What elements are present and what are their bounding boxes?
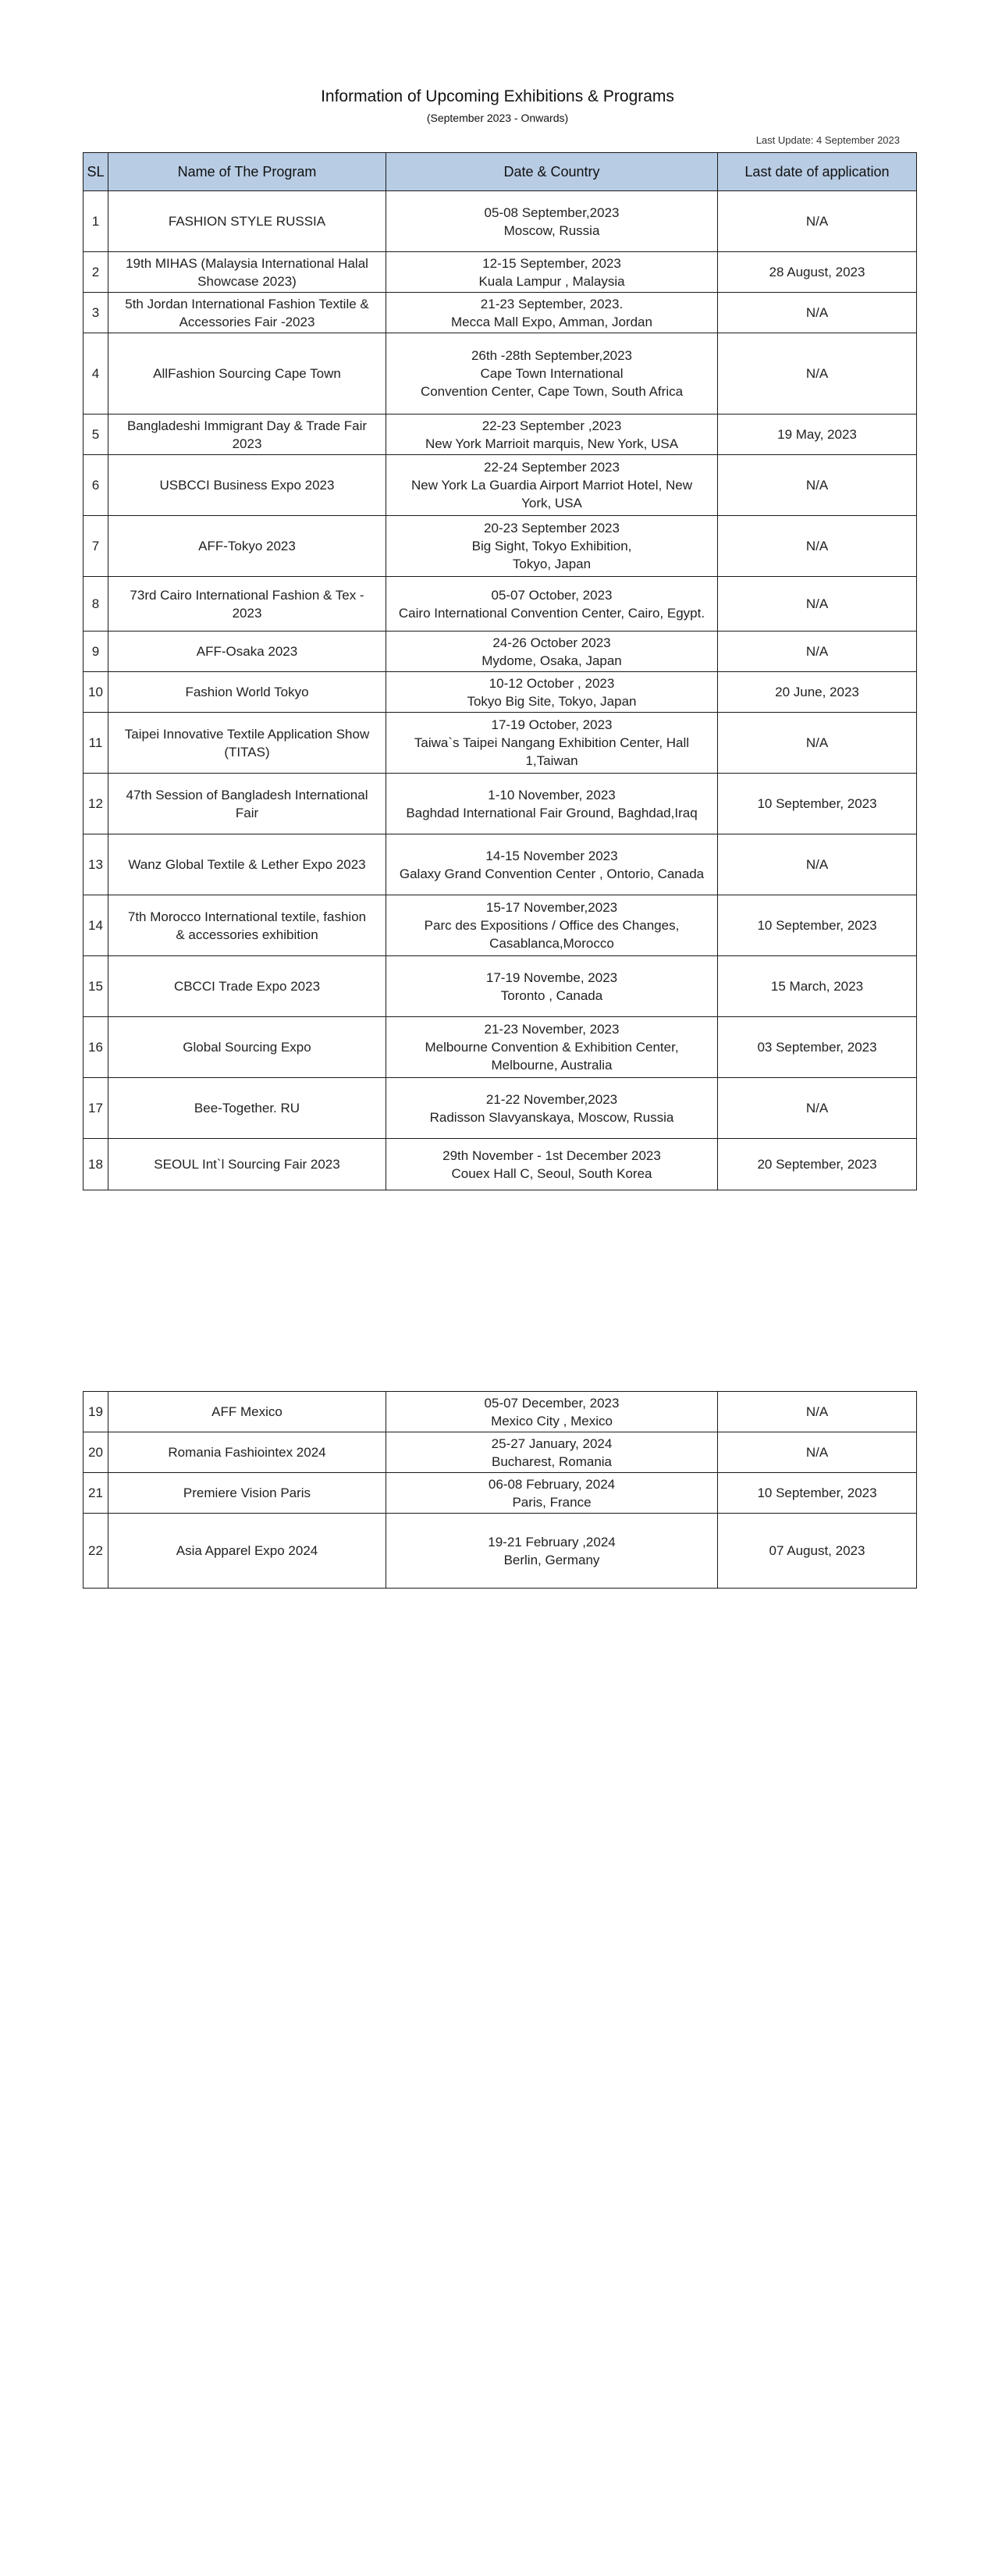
row-program-name (108, 672, 386, 713)
table-row (84, 333, 917, 415)
date-country-line: Couex Hall C, Seoul, South Korea (451, 1165, 652, 1181)
row-date-country (386, 1078, 718, 1139)
program-name-line: AFF-Tokyo 2023 (198, 539, 296, 553)
date-country-line: Cairo International Convention Center, Cairo, Egypt. (398, 605, 705, 621)
program-name-line: 2023 (232, 605, 262, 621)
row-sl: 7 (84, 516, 108, 577)
date-country-line: 21-23 November, 2023 (484, 1022, 620, 1037)
table-row (84, 895, 917, 956)
row-sl: 13 (84, 834, 108, 895)
date-country-line: Galaxy Grand Convention Center , Ontorio, Canada (399, 866, 705, 881)
row-last-date: N/A (718, 293, 917, 333)
row-last-date: N/A (718, 632, 917, 672)
date-country-line: Berlin, Germany (503, 1552, 600, 1567)
row-sl: 16 (84, 1017, 108, 1078)
date-country-line: Mexico City , Mexico (491, 1413, 613, 1429)
date-country-line: Convention Center, Cape Town, South Africa (420, 384, 684, 399)
row-last-date: N/A (718, 1078, 917, 1139)
row-sl: 19 (84, 1392, 108, 1432)
program-name-line: FASHION STYLE RUSSIA (168, 214, 326, 229)
program-name-line: CBCCI Trade Expo 2023 (173, 979, 321, 994)
row-last-date: 20 June, 2023 (718, 672, 917, 713)
table-row (84, 415, 917, 455)
date-country-line: Baghdad International Fair Ground, Baghdad,Iraq (406, 805, 698, 820)
date-country-line: 22-23 September ,2023 (482, 418, 622, 433)
row-program-name (108, 293, 386, 333)
date-country-line: York, USA (521, 496, 582, 511)
row-program-name (108, 1473, 386, 1514)
row-program-name (108, 191, 386, 252)
row-sl: 14 (84, 895, 108, 956)
row-sl: 2 (84, 252, 108, 293)
date-country-line: Moscow, Russia (503, 222, 600, 238)
row-sl: 15 (84, 956, 108, 1017)
table-row (84, 672, 917, 713)
row-sl: 18 (84, 1139, 108, 1190)
row-program-name (108, 455, 386, 516)
date-country-line: Melbourne Convention & Exhibition Center, (425, 1040, 679, 1055)
row-date-country (386, 1392, 718, 1432)
date-country-line: 05-07 December, 2023 (484, 1395, 620, 1411)
page-subtitle: (September 2023 - Onwards) (426, 112, 569, 124)
date-country-line: Paris, France (512, 1494, 592, 1510)
row-program-name (108, 333, 386, 415)
program-name-line: SEOUL Int`l Sourcing Fair 2023 (154, 1157, 340, 1172)
table-row (84, 632, 917, 672)
row-sl: 12 (84, 774, 108, 834)
row-date-country (386, 1139, 718, 1190)
row-last-date: 10 September, 2023 (718, 895, 917, 956)
date-country-line: 25-27 January, 2024 (491, 1436, 613, 1451)
program-name-line: 19th MIHAS (Malaysia International Halal (126, 255, 368, 271)
row-date-country (386, 713, 718, 774)
row-last-date: N/A (718, 455, 917, 516)
exhibitions-table-continued (83, 1391, 917, 1589)
program-name-line: Bangladeshi Immigrant Day & Trade Fair (126, 418, 368, 433)
table-row (84, 956, 917, 1017)
date-country-line: Taiwa`s Taipei Nangang Exhibition Center, Hall (414, 735, 690, 750)
table-row (84, 713, 917, 774)
program-name-line: (TITAS) (224, 744, 270, 760)
header-name: Name of The Program (108, 153, 386, 191)
last-update-note: Last Update: 4 September 2023 (755, 134, 900, 146)
date-country-line: 10-12 October , 2023 (489, 675, 615, 691)
date-country-line: Mecca Mall Expo, Amman, Jordan (451, 314, 652, 329)
row-date-country (386, 1432, 718, 1473)
table-body-continued (84, 1392, 917, 1589)
row-sl: 4 (84, 333, 108, 415)
row-date-country (386, 1473, 718, 1514)
date-country-line: 17-19 October, 2023 (491, 717, 613, 732)
date-country-line: Radisson Slavyanskaya, Moscow, Russia (429, 1109, 674, 1125)
row-date-country (386, 956, 718, 1017)
row-sl: 10 (84, 672, 108, 713)
table-row (84, 774, 917, 834)
row-last-date: 03 September, 2023 (718, 1017, 917, 1078)
program-name-line: 7th Morocco International textile, fashion (127, 909, 367, 924)
program-name-line: Wanz Global Textile & Lether Expo 2023 (128, 857, 366, 872)
row-program-name (108, 1017, 386, 1078)
program-name-line: Premiere Vision Paris (183, 1485, 311, 1500)
table-body (84, 191, 917, 1190)
row-program-name (108, 1514, 386, 1589)
row-program-name (108, 415, 386, 455)
program-name-line: & accessories exhibition (176, 927, 318, 942)
row-last-date: N/A (718, 516, 917, 577)
program-name-line: Fair (235, 805, 259, 820)
row-sl: 3 (84, 293, 108, 333)
program-name-line: Global Sourcing Expo (183, 1040, 311, 1055)
date-country-line: 06-08 February, 2024 (488, 1476, 616, 1492)
row-date-country (386, 672, 718, 713)
row-date-country (386, 252, 718, 293)
date-country-line: 05-08 September,2023 (484, 205, 620, 220)
row-program-name (108, 1078, 386, 1139)
date-country-line: 24-26 October 2023 (492, 635, 611, 650)
date-country-line: 1,Taiwan (525, 753, 578, 768)
row-program-name (108, 713, 386, 774)
program-name-line: AFF-Osaka 2023 (196, 644, 298, 659)
table-row (84, 1017, 917, 1078)
row-sl: 21 (84, 1473, 108, 1514)
row-program-name (108, 1392, 386, 1432)
row-date-country (386, 516, 718, 577)
row-last-date: 20 September, 2023 (718, 1139, 917, 1190)
row-date-country (386, 455, 718, 516)
program-name-line: Accessories Fair -2023 (179, 314, 315, 329)
date-country-line: Toronto , Canada (500, 987, 603, 1003)
program-name-line: 47th Session of Bangladesh International (126, 787, 368, 802)
row-program-name (108, 577, 386, 632)
date-country-line: Big Sight, Tokyo Exhibition, (471, 539, 632, 553)
date-country-line: New York La Guardia Airport Marriot Hotel, New (411, 478, 692, 493)
table-row (84, 1473, 917, 1514)
table-row (84, 455, 917, 516)
row-sl: 1 (84, 191, 108, 252)
row-sl: 6 (84, 455, 108, 516)
program-name-line: 5th Jordan International Fashion Textile & (125, 296, 369, 311)
program-name-line: Asia Apparel Expo 2024 (176, 1543, 318, 1558)
date-country-line: Mydome, Osaka, Japan (482, 653, 622, 668)
row-date-country (386, 632, 718, 672)
row-last-date: 28 August, 2023 (718, 252, 917, 293)
table-row (84, 252, 917, 293)
table-row (84, 516, 917, 577)
row-date-country (386, 1514, 718, 1589)
row-program-name (108, 632, 386, 672)
program-name-line: AFF Mexico (211, 1404, 283, 1419)
date-country-line: New York Marrioit marquis, New York, USA (425, 436, 679, 451)
date-country-line: 21-22 November,2023 (485, 1091, 618, 1107)
row-sl: 5 (84, 415, 108, 455)
row-last-date: 07 August, 2023 (718, 1514, 917, 1589)
program-name-line: Fashion World Tokyo (185, 685, 309, 699)
date-country-line: Tokyo, Japan (512, 557, 592, 571)
date-country-line: 05-07 October, 2023 (491, 587, 613, 603)
row-date-country (386, 834, 718, 895)
row-program-name (108, 252, 386, 293)
date-country-line: Bucharest, Romania (491, 1453, 613, 1469)
program-name-line: Romania Fashiointex 2024 (168, 1445, 326, 1460)
program-name-line: 73rd Cairo International Fashion & Tex - (130, 587, 364, 603)
row-program-name (108, 1139, 386, 1190)
table-row (84, 1514, 917, 1589)
row-date-country (386, 415, 718, 455)
exhibitions-table (83, 152, 917, 1190)
row-last-date: 10 September, 2023 (718, 1473, 917, 1514)
date-country-line: 22-24 September 2023 (484, 460, 620, 475)
table-row (84, 1432, 917, 1473)
date-country-line: Tokyo Big Site, Tokyo, Japan (467, 693, 637, 709)
row-date-country (386, 895, 718, 956)
header-sl: SL (84, 153, 108, 191)
date-country-line: 15-17 November,2023 (485, 900, 618, 915)
row-last-date: N/A (718, 191, 917, 252)
row-date-country (386, 1017, 718, 1078)
row-program-name (108, 1432, 386, 1473)
table-row (84, 1078, 917, 1139)
table-row (84, 293, 917, 333)
date-country-line: 14-15 November 2023 (485, 848, 618, 863)
program-name-line: AllFashion Sourcing Cape Town (153, 366, 341, 381)
date-country-line: 19-21 February ,2024 (488, 1534, 616, 1550)
program-name-line: USBCCI Business Expo 2023 (159, 478, 335, 493)
date-country-line: Cape Town International (480, 366, 624, 381)
date-country-line: 17-19 Novembe, 2023 (485, 970, 618, 985)
row-last-date: N/A (718, 834, 917, 895)
program-name-line: 2023 (232, 436, 262, 451)
row-last-date: N/A (718, 713, 917, 774)
date-country-line: Kuala Lampur , Malaysia (478, 273, 625, 289)
header-last-date: Last date of application (718, 153, 917, 191)
row-sl: 20 (84, 1432, 108, 1473)
row-sl: 9 (84, 632, 108, 672)
row-program-name (108, 516, 386, 577)
row-last-date: 10 September, 2023 (718, 774, 917, 834)
table-row (84, 1392, 917, 1432)
row-program-name (108, 834, 386, 895)
row-program-name (108, 895, 386, 956)
row-program-name (108, 774, 386, 834)
date-country-line: 12-15 September, 2023 (482, 255, 621, 271)
program-name-line: Taipei Innovative Textile Application Show (124, 726, 370, 742)
table-header-row (84, 153, 917, 191)
row-date-country (386, 774, 718, 834)
row-last-date: N/A (718, 333, 917, 415)
date-country-line: Casablanca,Morocco (489, 936, 614, 951)
row-last-date: N/A (718, 1432, 917, 1473)
table-row (84, 577, 917, 632)
date-country-line: 20-23 September 2023 (484, 521, 620, 535)
row-sl: 22 (84, 1514, 108, 1589)
page-title: Information of Upcoming Exhibitions & Programs (321, 87, 674, 105)
row-sl: 11 (84, 713, 108, 774)
program-name-line: Bee-Together. RU (194, 1101, 300, 1115)
date-country-line: 26th -28th September,2023 (471, 348, 633, 363)
row-sl: 17 (84, 1078, 108, 1139)
row-last-date: N/A (718, 1392, 917, 1432)
table-row (84, 1139, 917, 1190)
date-country-line: 1-10 November, 2023 (488, 787, 616, 802)
program-name-line: Showcase 2023) (197, 273, 297, 289)
date-country-line: Parc des Expositions / Office des Changes, (424, 918, 680, 933)
date-country-line: Melbourne, Australia (491, 1058, 613, 1073)
row-date-country (386, 191, 718, 252)
row-program-name (108, 956, 386, 1017)
header-date-country: Date & Country (386, 153, 718, 191)
row-last-date: 15 March, 2023 (718, 956, 917, 1017)
date-country-line: 21-23 September, 2023. (480, 296, 624, 311)
row-date-country (386, 577, 718, 632)
table-row (84, 191, 917, 252)
row-last-date: 19 May, 2023 (718, 415, 917, 455)
row-date-country (386, 333, 718, 415)
row-last-date: N/A (718, 577, 917, 632)
row-date-country (386, 293, 718, 333)
date-country-line: 29th November - 1st December 2023 (442, 1147, 661, 1163)
row-sl: 8 (84, 577, 108, 632)
table-row (84, 834, 917, 895)
